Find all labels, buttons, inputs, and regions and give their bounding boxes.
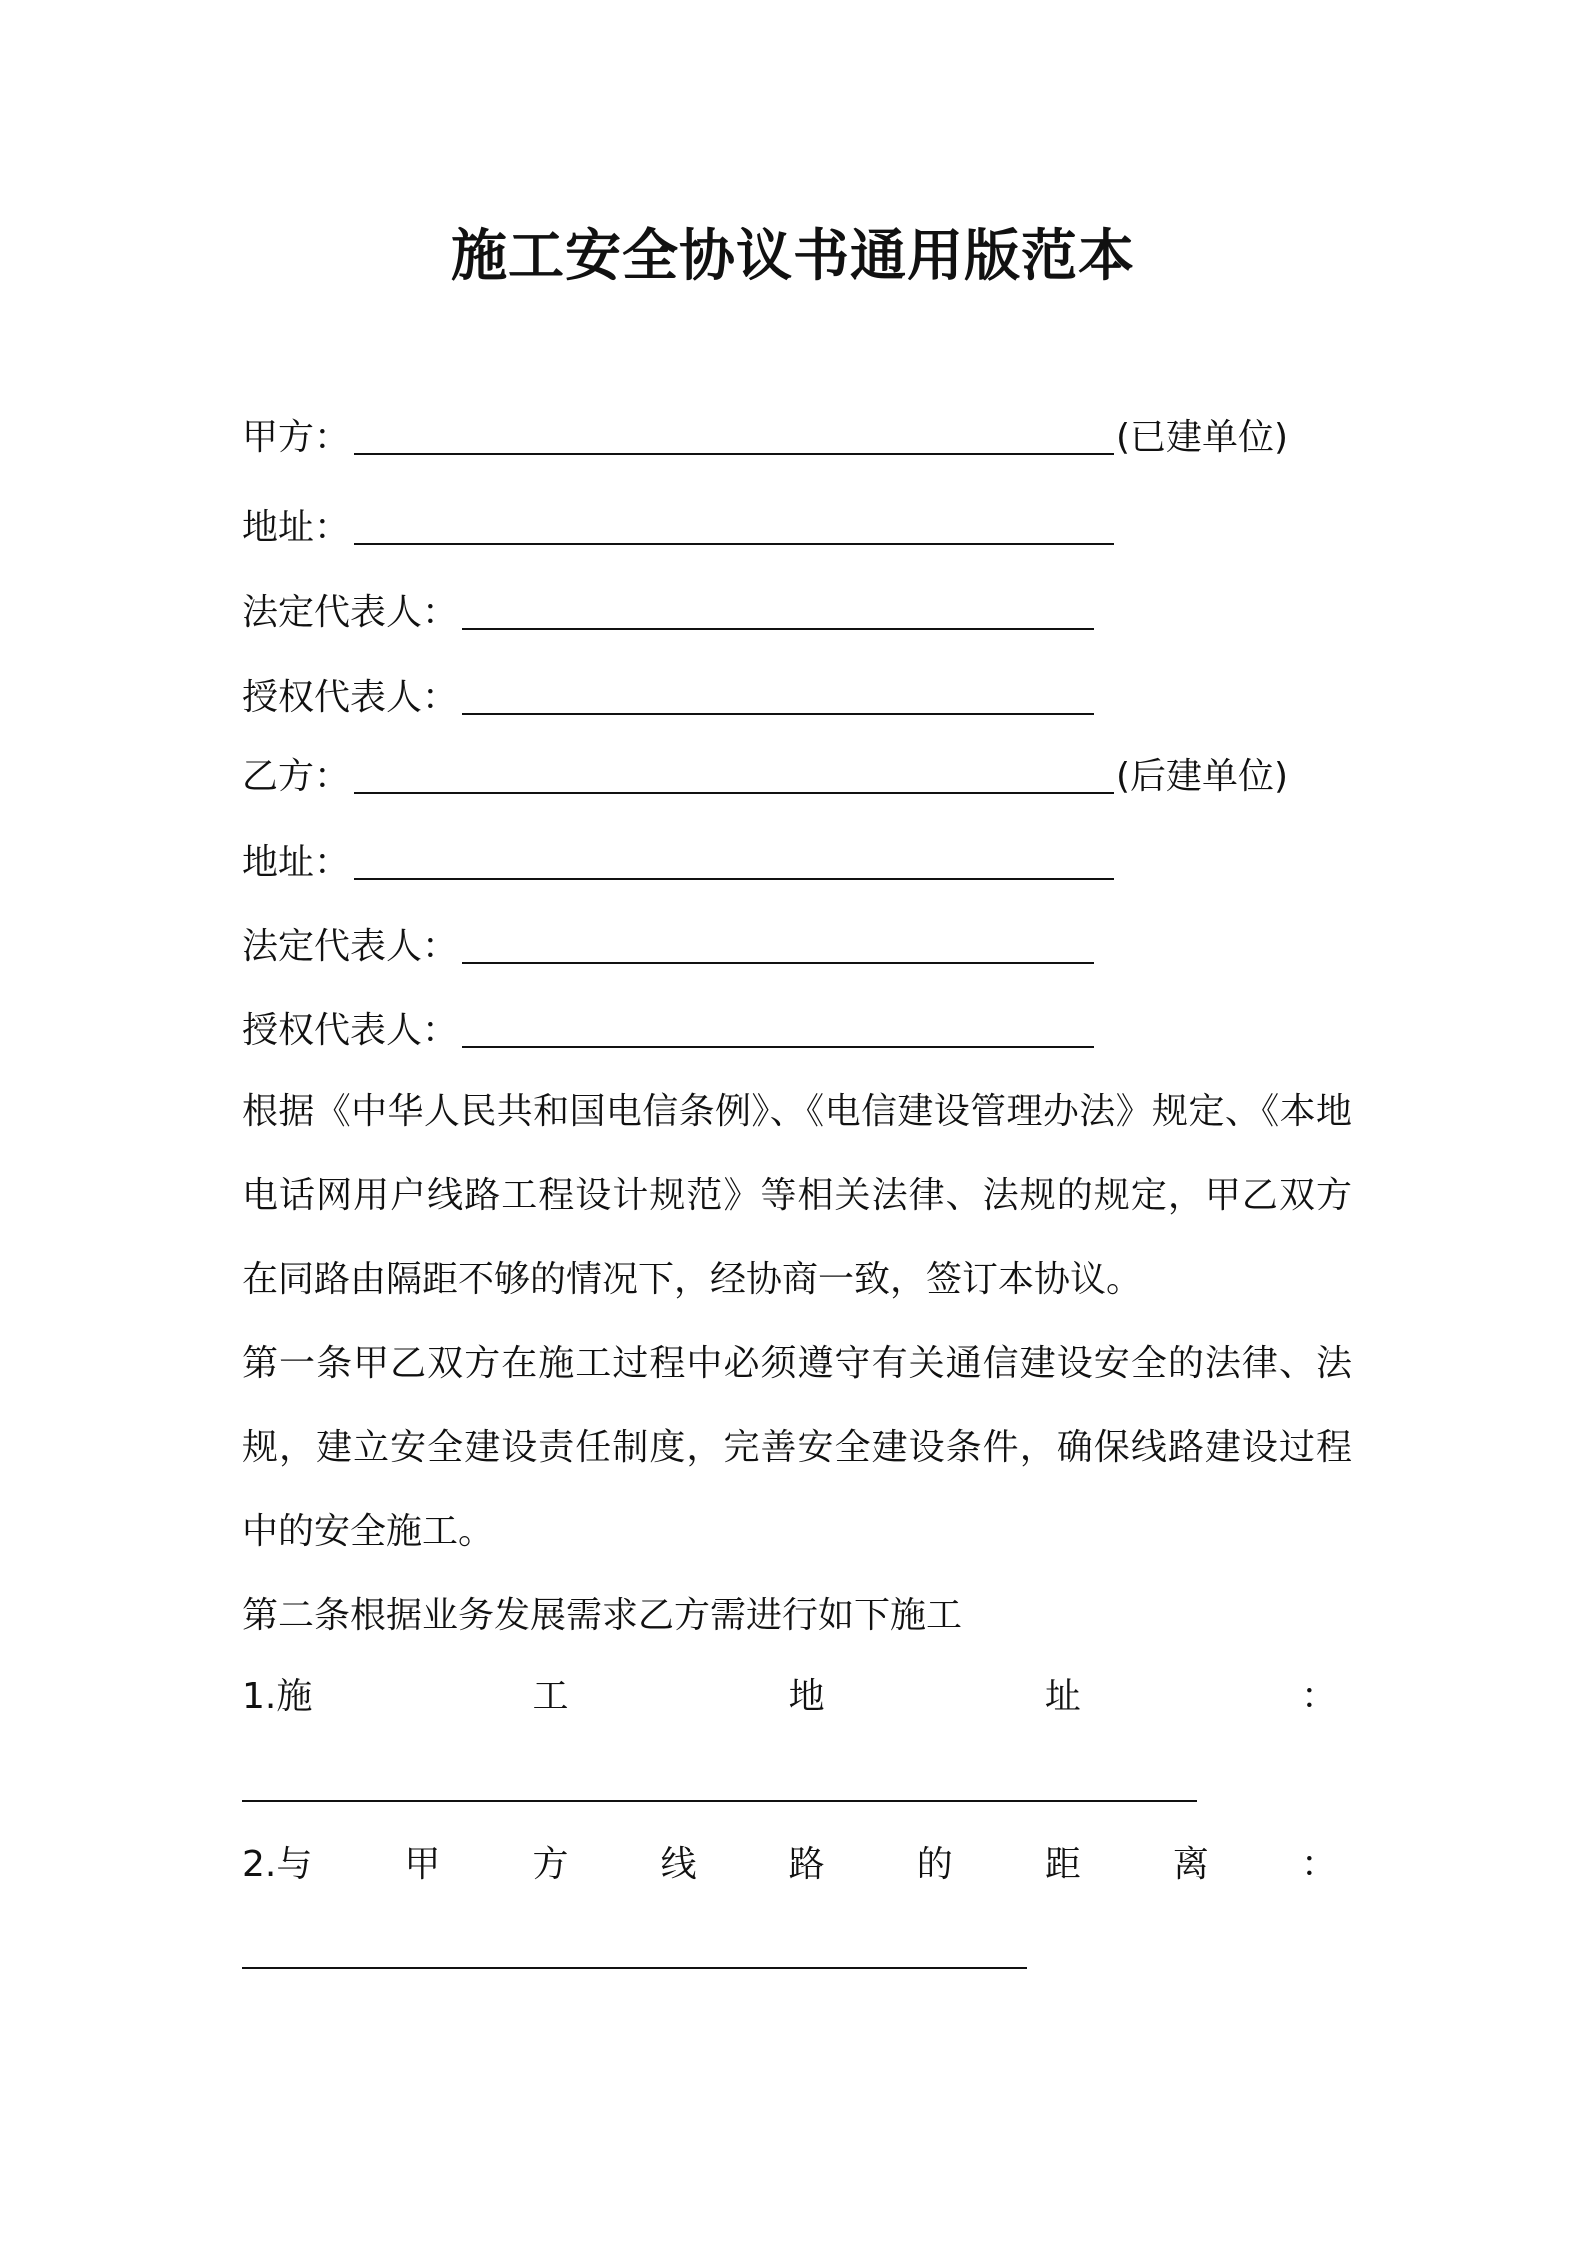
item-1-char: 址	[1044, 1676, 1081, 1717]
party-a-legal-rep-blank[interactable]	[462, 628, 1094, 630]
item-2-char: 线	[660, 1844, 697, 1885]
party-a-address-blank[interactable]	[354, 543, 1114, 545]
party-b-address-blank[interactable]	[354, 878, 1114, 880]
item-2-char: ：	[1300, 1844, 1337, 1885]
article-2-heading: 第二条根据业务发展需求乙方需进行如下施工	[242, 1595, 963, 1636]
item-2-char: 的	[916, 1844, 953, 1885]
intro-paragraph: 根据《中华人民共和国电信条例》、《电信建设管理办法》规定、《本地电话网用户线路工程设计规范》等相关法律、法规的规定，甲乙双方在同路由隔距不够的情况下，经协商一致，签订本协议。	[242, 1091, 1352, 1300]
item-1-construction-address	[242, 1672, 1337, 1722]
party-b-name-suffix: (后建单位)	[1116, 756, 1289, 797]
party-a-auth-rep-field	[242, 673, 1094, 723]
party-a-address-label: 地址：	[242, 507, 351, 548]
item-2-char: 方	[532, 1844, 569, 1885]
item-2-char: 路	[788, 1844, 825, 1885]
item-2-distance	[242, 1840, 1337, 1890]
item-1-char: 地	[788, 1676, 825, 1717]
party-b-legal-rep-label: 法定代表人：	[242, 926, 459, 967]
party-a-auth-rep-label: 授权代表人：	[242, 677, 459, 718]
item-2-char: 距	[1044, 1844, 1081, 1885]
party-b-auth-rep-label: 授权代表人：	[242, 1010, 459, 1051]
party-b-auth-rep-blank[interactable]	[462, 1046, 1094, 1048]
item-1-char: ：	[1300, 1676, 1337, 1717]
item-1-char: 工	[532, 1676, 569, 1717]
party-b-legal-rep-blank[interactable]	[462, 962, 1094, 964]
party-a-address-field	[242, 503, 1114, 553]
party-a-legal-rep-label: 法定代表人：	[242, 592, 459, 633]
party-a-name-label: 甲方：	[242, 417, 351, 458]
party-a-auth-rep-blank[interactable]	[462, 713, 1094, 715]
party-b-name-blank[interactable]	[354, 792, 1114, 794]
document-title: 施工安全协议书通用版范本	[451, 224, 1135, 289]
party-a-legal-rep-field	[242, 588, 1094, 638]
party-b-auth-rep-field	[242, 1006, 1094, 1056]
party-b-address-field	[242, 838, 1114, 888]
party-b-legal-rep-field	[242, 922, 1094, 972]
party-a-name-suffix: (已建单位)	[1116, 417, 1289, 458]
item-2-char: 离	[1172, 1844, 1209, 1885]
item-1-blank[interactable]	[242, 1800, 1197, 1802]
item-2-char: 2.与	[242, 1844, 313, 1885]
party-b-name-label: 乙方：	[242, 756, 351, 797]
party-a-name-field	[242, 413, 1288, 463]
item-2-char: 甲	[404, 1844, 441, 1885]
party-b-address-label: 地址：	[242, 842, 351, 883]
party-b-name-field	[242, 752, 1288, 802]
article-1-paragraph: 第一条甲乙双方在施工过程中必须遵守有关通信建设安全的法律、法规，建立安全建设责任制度，完善安全建设条件，确保线路建设过程中的安全施工。	[242, 1343, 1352, 1552]
item-2-blank[interactable]	[242, 1967, 1027, 1969]
item-1-char: 1.施	[242, 1676, 313, 1717]
party-a-name-blank[interactable]	[354, 453, 1114, 455]
